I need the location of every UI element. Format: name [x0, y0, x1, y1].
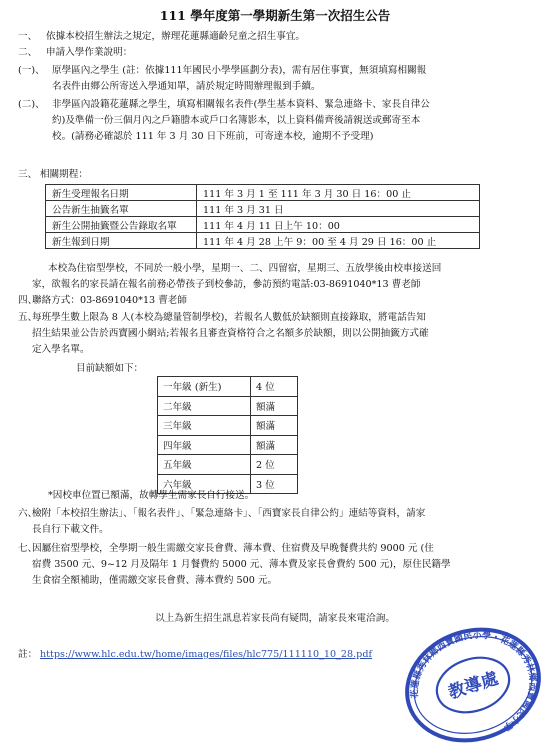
table-row — [158, 435, 298, 455]
section-5-line: 招生結果並公告於西寶國小網站;若報名且審查資格符合之名額多於缺額，則以公開抽籤方式確 — [32, 328, 429, 339]
section-6-line: 檢附「本校招生辦法」、「報名表件」、「緊急連絡卡」、「西寶家長自律公約」連結等資料，請家 — [32, 508, 426, 519]
quota-note: *因校車位置已額滿，故轉學生需家長自行接送。 — [48, 490, 255, 501]
section-2-2-line: 校。(請務必確認於 111 年 3 月 30 日下班前，可寄達本校，逾期不予受理) — [52, 131, 374, 142]
section-2-number: 二、 — [18, 47, 38, 58]
quota-grade: 三年級 — [158, 416, 251, 436]
closing-text: 以上為新生招生訊息若家長尚有疑問，請家長來電洽詢。 — [155, 613, 395, 624]
visit-info-line: 本校為住宿型學校，不同於一般小學，星期一、二、四留宿，星期三、五放學後由校車接送回 — [48, 263, 442, 274]
schedule-date: 111 年 3 月 31 日 — [197, 201, 480, 217]
section-2-1-line: 原學區內之學生 (註：依據111年國民小學學區劃分表)，需有居住事實，無須填寫相關報 — [52, 65, 427, 76]
table-row — [158, 377, 298, 397]
official-seal-stamp — [398, 625, 548, 743]
table-row — [158, 416, 298, 436]
section-7-line: 宿費 3500 元、9~12 月及隔年 1 月餐費約 5000 元、薄本費及家長會費約 500 元)，原住民籍學 — [32, 559, 451, 570]
section-5-number: 五、 — [18, 312, 38, 323]
stamp-center-text: 教導處 — [445, 668, 501, 704]
section-7-line: 生食宿全額補助，僅需繳交家長會費、薄本費約 500 元。 — [32, 575, 278, 586]
quota-grade: 四年級 — [158, 435, 251, 455]
stamp-ring-text: 花蓮縣秀林鄉西寶國民小學・花蓮縣秀林鄉西寶國民小學 — [410, 630, 538, 732]
section-6-line: 長自行下載文件。 — [32, 524, 109, 535]
quota-grade: 六年級 — [158, 474, 251, 494]
schedule-item: 公告新生抽籤名單 — [46, 201, 197, 217]
quota-grade: 二年級 — [158, 396, 251, 416]
quota-count: 額滿 — [251, 396, 298, 416]
table-row — [46, 201, 480, 217]
section-3-number: 三、 — [18, 169, 38, 180]
section-2-2-line: 非學區內設籍花蓮縣之學生，填寫相關報名表件(學生基本資料、緊急連絡卡、家長自律公 — [52, 99, 430, 110]
section-5-line: 每班學生數上限為 8 人(本校為總量管制學校)，若報名人數低於缺額則直接錄取，將電話告知 — [32, 312, 426, 323]
quota-table — [157, 376, 298, 494]
visit-info-line: 家，欲報名的家長請在報名前務必帶孩子到校參訪，參訪預約電話:03-8691040*13 曹老師 — [32, 279, 421, 290]
section-1-text: 依據本校招生辦法之規定，辦理花蓮縣適齡兒童之招生事宜。 — [46, 31, 306, 42]
quota-count: 3 位 — [251, 474, 298, 494]
section-1-number: 一、 — [18, 31, 38, 42]
section-2-text: 申請入學作業說明： — [46, 47, 133, 58]
schedule-table — [45, 184, 480, 249]
schedule-date: 111 年 4 月 28 上午 9：00 至 4 月 29 日 16：00 止 — [197, 233, 480, 249]
section-7-number: 七、 — [18, 543, 38, 554]
table-row — [158, 455, 298, 475]
note-label: 註： — [18, 649, 38, 660]
table-row — [46, 233, 480, 249]
section-6-number: 六、 — [18, 508, 38, 519]
section-2-1-number: (一)、 — [18, 65, 45, 76]
attachment-link[interactable]: https://www.hlc.edu.tw/home/images/files/hlc775/111110_10_28.pdf — [40, 649, 373, 660]
quota-count: 額滿 — [251, 435, 298, 455]
table-row — [46, 185, 480, 201]
section-7-line: 因屬住宿型學校，全學期一般生需繳交家長會費、薄本費、住宿費及早晚餐費共約 9000 元 (住 — [32, 543, 434, 554]
schedule-item: 新生報到日期 — [46, 233, 197, 249]
schedule-item: 新生受理報名日期 — [46, 185, 197, 201]
quota-count: 2 位 — [251, 455, 298, 475]
section-2-1-line: 名表件由鄉公所寄送入學通知單，請於規定時間辦理報到手續。 — [52, 81, 321, 92]
section-5-line: 定入學名單。 — [32, 344, 90, 355]
section-2-2-line: 約)及準備一份三個月內之戶籍謄本或戶口名簿影本，以上資料備齊後請親送或郵寄至本 — [52, 115, 421, 126]
section-4-text: 聯絡方式：03-8691040*13 曹老師 — [32, 295, 187, 306]
schedule-date: 111 年 3 月 1 至 111 年 3 月 30 日 16：00 止 — [197, 185, 480, 201]
quota-count: 額滿 — [251, 416, 298, 436]
table-row — [46, 217, 480, 233]
quota-grade: 一年級 (新生) — [158, 377, 251, 397]
quota-count: 4 位 — [251, 377, 298, 397]
section-2-2-number: (二)、 — [18, 99, 45, 110]
quota-label: 目前缺額如下： — [76, 363, 144, 374]
section-4-number: 四、 — [18, 295, 38, 306]
page-title: 111 學年度第一學期新生第一次招生公告 — [159, 8, 391, 23]
schedule-item: 新生公開抽籤暨公告錄取名單 — [46, 217, 197, 233]
quota-grade: 五年級 — [158, 455, 251, 475]
table-row — [158, 396, 298, 416]
section-3-text: 相關期程： — [40, 169, 88, 180]
schedule-date: 111 年 4 月 11 日上午 10：00 — [197, 217, 480, 233]
